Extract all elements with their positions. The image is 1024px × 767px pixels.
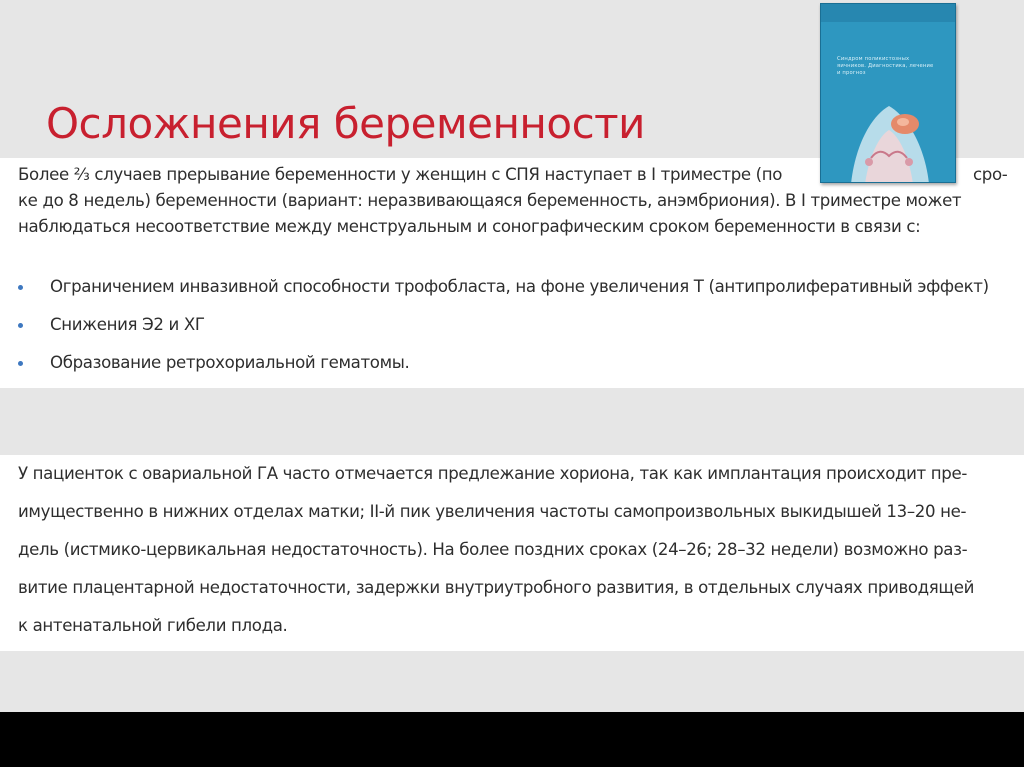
bullet-icon: [18, 323, 23, 328]
paragraph-1-line-2: ке до 8 недель) беременности (вариант: неразвивающаяся беременность, анэмбриония). В I триместре может: [18, 191, 962, 210]
list-item: [18, 306, 1018, 344]
paragraph-2-line-5: к антенатальной гибели плода.: [18, 616, 288, 635]
book-cover-top-strip: [821, 4, 955, 22]
paragraph-2: [18, 455, 1020, 645]
paragraph-2-line-1: У пациенток с овариальной ГА часто отмечается предлежание хориона, так как имплантация происходит пре-: [18, 464, 967, 483]
text-panel-1: [0, 158, 1024, 388]
slide-title: Осложнения беременности: [46, 99, 645, 148]
bullet-text: Снижения Э2 и ХГ: [50, 315, 205, 334]
bullet-list: [18, 268, 1018, 382]
paragraph-2-line-4: витие плацентарной недостаточности, задержки внутриутробного развития, в отдельных случаях приводящей: [18, 578, 974, 597]
list-item: [18, 344, 1018, 382]
paragraph-2-line-2: имущественно в нижних отделах матки; II-й пик увеличения частоты самопроизвольных выкидышей 13–20 не-: [18, 502, 967, 521]
bullet-text: Ограничением инвазивной способности трофобласта, на фоне увеличения Т (антипролиферативный эффект): [50, 277, 989, 296]
book-cover-image: [820, 3, 956, 183]
list-item: [18, 268, 1018, 306]
bullet-icon: [18, 285, 23, 290]
paragraph-2-line-3: дель (истмико-цервикальная недостаточность). На более поздних сроках (24–26; 28–32 недели) возможно раз-: [18, 540, 968, 559]
paragraph-1-line-1-end: сро-: [973, 165, 1008, 184]
book-cover-title: Синдром поликистозных яичников. Диагностика, лечение и прогноз: [837, 56, 934, 76]
anatomy-illustration-icon: [821, 96, 956, 183]
bullet-icon: [18, 361, 23, 366]
text-panel-2: [0, 455, 1024, 651]
paragraph-1-line-1: Более ⅔ случаев прерывание беременности у женщин с СПЯ наступает в I триместре (по сро-: [18, 162, 1018, 188]
paragraph-1-line-3: наблюдаться несоответствие между менструальным и сонографическим сроком беременности в связи с:: [18, 217, 921, 236]
bottom-black-bar: [0, 712, 1024, 767]
bullet-text: Образование ретрохориальной гематомы.: [50, 353, 410, 372]
